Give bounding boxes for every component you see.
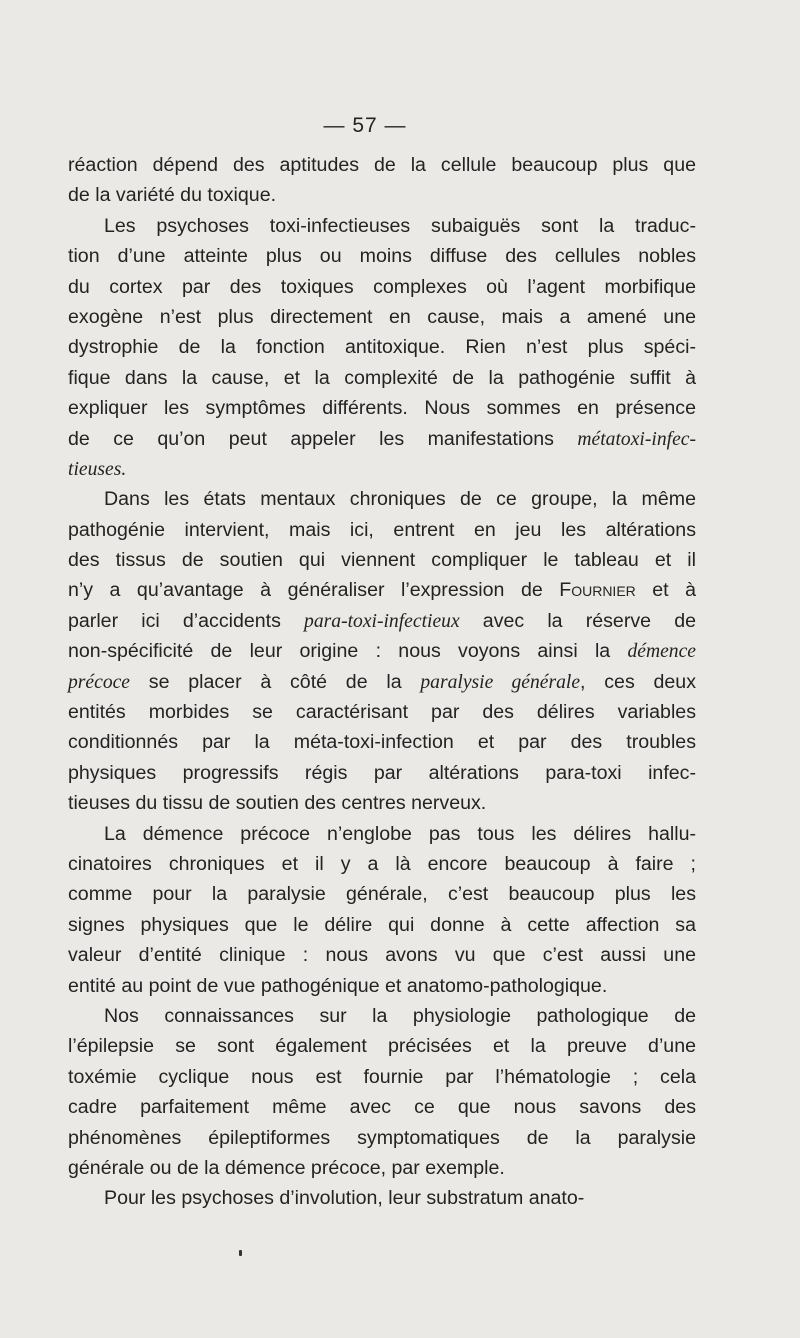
text-line — [68, 819, 696, 849]
text-segment: réaction dépend des aptitudes de la cellule beaucoup plus que — [68, 154, 696, 176]
text-segment: physiques progressifs régis par altérations para-toxi infec- — [68, 761, 696, 784]
text-segment: non-spécificité de leur origine : nous voyons ainsi la — [68, 640, 628, 663]
text-segment: tieuses du tissu de soutien des centres nerveux. — [68, 792, 487, 815]
text-segment: Pour les psychoses d’involution, leur substratum anato- — [104, 1187, 585, 1210]
text-line — [68, 940, 696, 970]
text-segment: et à — [635, 579, 696, 602]
body-text — [68, 150, 696, 1214]
text-line — [68, 910, 696, 940]
text-line — [68, 788, 696, 818]
text-segment: de la variété du toxique. — [68, 184, 277, 207]
text-segment: exogène n’est plus directement en cause, mais a amené une — [68, 305, 696, 328]
text-segment: Dans les états mentaux chroniques de ce groupe, la même — [104, 488, 696, 511]
text-segment: parler ici d’accidents — [68, 609, 305, 632]
text-line — [68, 545, 696, 575]
text-line — [68, 971, 696, 1001]
italic-text: para-toxi-infectieux — [304, 610, 460, 632]
text-line — [68, 302, 696, 332]
text-segment: , ces deux — [580, 670, 696, 693]
small-caps-name: Fournier — [559, 579, 636, 602]
text-line — [68, 211, 696, 241]
text-segment: phénomènes épileptiformes symptomatiques de la paralysie — [68, 1126, 696, 1149]
text-line — [68, 1062, 696, 1092]
text-line — [68, 575, 696, 605]
text-segment: entité au point de vue pathogénique et anatomo-pathologique. — [68, 974, 608, 997]
text-segment: conditionnés par la méta-toxi-infection et par des troubles — [68, 731, 696, 754]
text-segment: entités morbides se caractérisant par des délires variables — [68, 701, 696, 724]
text-segment: cadre parfaitement même avec ce que nous savons des — [68, 1096, 696, 1119]
text-segment: n’y a qu’avantage à généraliser l’expression de — [68, 579, 560, 602]
text-line — [68, 1153, 696, 1183]
text-line — [68, 180, 696, 210]
italic-text: paralysie générale — [420, 671, 581, 693]
italic-text: précoce — [68, 671, 131, 693]
text-segment: tion d’une atteinte plus ou moins diffuse des cellules nobles — [68, 245, 696, 268]
text-line — [68, 1123, 696, 1153]
text-line — [68, 332, 696, 362]
text-line — [68, 1183, 696, 1213]
italic-text: métatoxi-infec- — [577, 428, 696, 450]
text-line — [68, 1001, 696, 1031]
italic-text: tieuses. — [68, 458, 127, 480]
text-line — [68, 636, 696, 666]
text-line — [68, 424, 696, 454]
text-line — [68, 1092, 696, 1122]
text-line — [68, 272, 696, 302]
text-segment: du cortex par des toxiques complexes où l’agent morbifique — [68, 275, 696, 298]
text-segment: avec la réserve de — [459, 609, 696, 632]
text-line — [68, 606, 696, 636]
italic-text: démence — [627, 641, 696, 663]
text-segment: fique dans la cause, et la complexité de la pathogénie suffit à — [68, 366, 696, 389]
text-line — [68, 758, 696, 788]
text-segment: se placer à côté de la — [130, 670, 421, 693]
text-segment: générale ou de la démence précoce, par exemple. — [68, 1156, 505, 1179]
text-line — [68, 363, 696, 393]
text-line — [68, 1031, 696, 1061]
text-segment: pathogénie intervient, mais ici, entrent en jeu les altérations — [68, 518, 696, 541]
page-number: — 57 — — [323, 114, 407, 137]
text-line — [68, 393, 696, 423]
text-line — [68, 515, 696, 545]
text-line — [68, 667, 696, 697]
text-segment: La démence précoce n’englobe pas tous les délires hallu- — [104, 822, 696, 845]
text-line — [68, 241, 696, 271]
text-segment: expliquer les symptômes différents. Nous sommes en présence — [68, 397, 696, 420]
text-segment: dystrophie de la fonction antitoxique. Rien n’est plus spéci- — [68, 336, 696, 359]
text-segment: signes physiques que le délire qui donne à cette affection sa — [68, 913, 696, 936]
text-line — [68, 697, 696, 727]
text-line — [68, 849, 696, 879]
text-segment: toxémie cyclique nous est fournie par l’hématologie ; cela — [68, 1065, 696, 1088]
text-segment: Nos connaissances sur la physiologie pathologique de — [104, 1004, 696, 1027]
text-segment: comme pour la paralysie générale, c’est beaucoup plus les — [68, 883, 696, 906]
text-segment: des tissus de soutien qui viennent compliquer le tableau et il — [68, 549, 696, 572]
text-line — [68, 879, 696, 909]
text-segment: Les psychoses toxi-infectieuses subaiguës sont la traduc- — [104, 214, 696, 237]
text-segment: de ce qu’on peut appeler les manifestations — [68, 427, 578, 450]
text-segment: valeur d’entité clinique : nous avons vu que c’est aussi une — [68, 944, 696, 967]
ink-speck — [239, 1250, 242, 1256]
text-line — [68, 454, 696, 484]
text-segment: cinatoires chroniques et il y a là encore beaucoup à faire ; — [68, 852, 696, 875]
text-line — [68, 484, 696, 514]
text-line — [68, 150, 696, 180]
text-line — [68, 727, 696, 757]
text-segment: l’épilepsie se sont également précisées et la preuve d’une — [68, 1035, 696, 1058]
